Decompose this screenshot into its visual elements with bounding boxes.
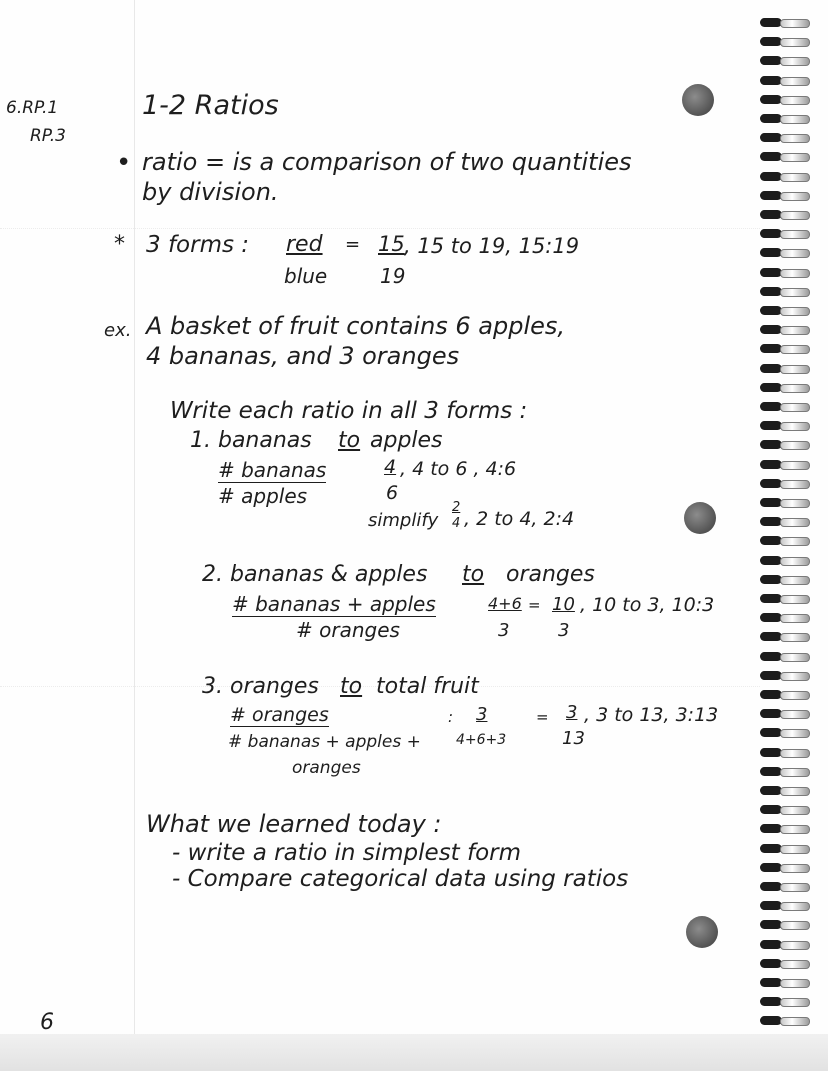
spiral-coil	[758, 170, 814, 184]
forms-fraction-denominator: 19	[380, 264, 406, 288]
problem1-simplify-label: simplify	[368, 510, 439, 531]
coil-ring	[760, 997, 782, 1006]
problem3-sum-denominator: 4+6+3	[456, 732, 507, 748]
coil-ring	[760, 556, 782, 565]
coil-ring	[760, 56, 782, 65]
coil-ring	[760, 824, 782, 833]
spiral-coil	[758, 496, 814, 510]
coil-wire	[780, 365, 810, 374]
spiral-coil	[758, 669, 814, 683]
coil-wire	[780, 749, 810, 758]
problem2-fraction-denominator: 3	[558, 620, 570, 641]
coil-wire	[780, 77, 810, 86]
coil-ring	[760, 1016, 782, 1025]
coil-ring	[760, 248, 782, 257]
forms-fraction-numerator: 15	[378, 232, 405, 256]
coil-wire	[780, 653, 810, 662]
coil-wire	[780, 633, 810, 642]
coil-ring	[760, 364, 782, 373]
coil-ring	[760, 959, 782, 968]
example-prefix: ex.	[104, 320, 132, 341]
spiral-coil	[758, 803, 814, 817]
coil-ring	[760, 517, 782, 526]
coil-wire	[780, 499, 810, 508]
spiral-coil	[758, 93, 814, 107]
coil-ring	[760, 920, 782, 929]
coil-wire	[780, 768, 810, 777]
coil-wire	[780, 441, 810, 450]
problem1-fraction-numerator: 4	[384, 456, 397, 478]
spiral-coil	[758, 534, 814, 548]
coil-wire	[780, 998, 810, 1007]
coil-wire	[780, 518, 810, 527]
coil-wire	[780, 461, 810, 470]
coil-ring	[760, 210, 782, 219]
spiral-coil	[758, 784, 814, 798]
coil-wire	[780, 192, 810, 201]
spiral-coil	[758, 246, 814, 260]
star-marker: *	[114, 232, 125, 257]
page-number: 6	[40, 1010, 54, 1035]
spiral-coil	[758, 842, 814, 856]
spiral-coil	[758, 16, 814, 30]
coil-ring	[760, 882, 782, 891]
coil-wire	[780, 134, 810, 143]
coil-ring	[760, 344, 782, 353]
spiral-coil	[758, 74, 814, 88]
coil-ring	[760, 152, 782, 161]
problem2-sum-denominator: 3	[498, 620, 510, 641]
coil-ring	[760, 268, 782, 277]
coil-wire	[780, 403, 810, 412]
coil-ring	[760, 37, 782, 46]
coil-ring	[760, 652, 782, 661]
spiral-coil	[758, 765, 814, 779]
coil-ring	[760, 191, 782, 200]
coil-ring	[760, 594, 782, 603]
coil-ring	[760, 114, 782, 123]
spiral-coil	[758, 266, 814, 280]
spiral-coil	[758, 227, 814, 241]
spiral-coil	[758, 957, 814, 971]
coil-wire	[780, 480, 810, 489]
problem1-fraction-denominator: 6	[386, 482, 399, 504]
spiral-coil	[758, 611, 814, 625]
problem3-denominator-label-2: oranges	[292, 758, 361, 778]
coil-wire	[780, 173, 810, 182]
forms-denominator: blue	[284, 264, 328, 288]
coil-ring	[760, 690, 782, 699]
coil-wire	[780, 57, 810, 66]
coil-ring	[760, 978, 782, 987]
spiral-coil	[758, 822, 814, 836]
spiral-coil	[758, 285, 814, 299]
spiral-coil	[758, 304, 814, 318]
spiral-coil	[758, 630, 814, 644]
forms-other-forms: , 15 to 19, 15:19	[404, 234, 580, 258]
spiral-coil	[758, 554, 814, 568]
learned-heading: What we learned today :	[146, 810, 442, 838]
problem3-heading-to: to	[340, 674, 363, 699]
coil-ring	[760, 498, 782, 507]
coil-ring	[760, 76, 782, 85]
coil-wire	[780, 115, 810, 124]
problem1-heading-b: apples	[370, 428, 443, 453]
coil-wire	[780, 845, 810, 854]
ruled-line	[0, 228, 760, 230]
example-line-1: A basket of fruit contains 6 apples,	[146, 312, 566, 340]
coil-wire	[780, 1017, 810, 1026]
punch-hole	[684, 502, 716, 534]
coil-wire	[780, 249, 810, 258]
spiral-coil	[758, 150, 814, 164]
coil-ring	[760, 767, 782, 776]
problem3-colon: :	[448, 708, 454, 726]
margin-line	[134, 0, 135, 1040]
spiral-coil	[758, 592, 814, 606]
coil-wire	[780, 883, 810, 892]
coil-ring	[760, 172, 782, 181]
spiral-coil	[758, 54, 814, 68]
coil-ring	[760, 863, 782, 872]
problem1-heading-a: 1. bananas	[190, 428, 312, 453]
coil-wire	[780, 557, 810, 566]
punch-hole	[682, 84, 714, 116]
coil-ring	[760, 575, 782, 584]
coil-wire	[780, 307, 810, 316]
coil-ring	[760, 632, 782, 641]
problem3-other-forms: , 3 to 13, 3:13	[584, 704, 719, 726]
coil-wire	[780, 614, 810, 623]
coil-wire	[780, 729, 810, 738]
coil-wire	[780, 269, 810, 278]
forms-equals: =	[345, 234, 361, 255]
coil-wire	[780, 422, 810, 431]
coil-ring	[760, 709, 782, 718]
problem2-sum-numerator: 4+6	[488, 594, 522, 613]
spiral-coil	[758, 438, 814, 452]
spiral-coil	[758, 400, 814, 414]
coil-ring	[760, 402, 782, 411]
coil-wire	[780, 326, 810, 335]
spiral-coil	[758, 746, 814, 760]
coil-ring	[760, 748, 782, 757]
coil-ring	[760, 671, 782, 680]
problem2-denominator-label: # oranges	[296, 618, 400, 642]
page-bottom-edge	[0, 1034, 828, 1071]
page-title: 1-2 Ratios	[142, 90, 279, 121]
spiral-coil	[758, 35, 814, 49]
problem3-heading-b: total fruit	[376, 674, 479, 699]
coil-ring	[760, 18, 782, 27]
definition-line-2: by division.	[142, 178, 279, 206]
problem3-sum-numerator: 3	[476, 704, 488, 725]
coil-wire	[780, 211, 810, 220]
coil-ring	[760, 306, 782, 315]
spiral-binding	[758, 16, 818, 1036]
learned-item-2: - Compare categorical data using ratios	[172, 866, 629, 892]
coil-ring	[760, 786, 782, 795]
spiral-coil	[758, 131, 814, 145]
spiral-coil	[758, 899, 814, 913]
problem2-numerator-label: # bananas + apples	[232, 592, 436, 616]
instruction: Write each ratio in all 3 forms :	[170, 398, 528, 424]
spiral-coil	[758, 208, 814, 222]
problem3-numerator-label: # oranges	[230, 704, 329, 726]
spiral-coil	[758, 573, 814, 587]
problem2-fraction-numerator: 10	[552, 594, 575, 615]
problem1-simplified-numerator: 2	[452, 500, 461, 515]
spiral-coil	[758, 976, 814, 990]
spiral-coil	[758, 1014, 814, 1028]
coil-ring	[760, 133, 782, 142]
coil-ring	[760, 95, 782, 104]
problem1-simplified-forms: , 2 to 4, 2:4	[464, 508, 575, 530]
spiral-coil	[758, 726, 814, 740]
spiral-coil	[758, 688, 814, 702]
spiral-coil	[758, 381, 814, 395]
standard-note-2: RP.3	[30, 126, 66, 146]
coil-wire	[780, 38, 810, 47]
coil-ring	[760, 325, 782, 334]
coil-wire	[780, 941, 810, 950]
coil-ring	[760, 229, 782, 238]
coil-wire	[780, 288, 810, 297]
coil-ring	[760, 383, 782, 392]
coil-ring	[760, 940, 782, 949]
spiral-coil	[758, 515, 814, 529]
problem1-denominator-label: # apples	[218, 484, 308, 508]
coil-wire	[780, 921, 810, 930]
spiral-coil	[758, 189, 814, 203]
bullet: •	[116, 148, 132, 178]
forms-numerator: red	[286, 232, 323, 257]
spiral-coil	[758, 323, 814, 337]
spiral-coil	[758, 938, 814, 952]
problem3-denominator-label: # bananas + apples +	[228, 732, 421, 752]
coil-ring	[760, 901, 782, 910]
problem2-heading-to: to	[462, 562, 485, 587]
coil-ring	[760, 440, 782, 449]
coil-wire	[780, 384, 810, 393]
coil-ring	[760, 287, 782, 296]
coil-wire	[780, 230, 810, 239]
problem1-numerator-label: # bananas	[218, 458, 327, 482]
problem3-equals: =	[536, 708, 549, 726]
problem1-heading-to: to	[338, 428, 361, 453]
spiral-coil	[758, 342, 814, 356]
spiral-coil	[758, 477, 814, 491]
spiral-coil	[758, 918, 814, 932]
coil-wire	[780, 153, 810, 162]
example-line-2: 4 bananas, and 3 oranges	[146, 342, 460, 370]
coil-wire	[780, 960, 810, 969]
coil-wire	[780, 806, 810, 815]
definition-line-1: ratio = is a comparison of two quantities	[142, 148, 632, 176]
spiral-coil	[758, 861, 814, 875]
forms-label: 3 forms :	[146, 232, 250, 258]
problem3-fraction-denominator: 13	[562, 728, 585, 749]
problem1-other-forms: , 4 to 6 , 4:6	[400, 458, 517, 480]
spiral-coil	[758, 419, 814, 433]
coil-wire	[780, 19, 810, 28]
standard-note-1: 6.RP.1	[6, 98, 59, 118]
learned-item-1: - write a ratio in simplest form	[172, 840, 522, 866]
coil-wire	[780, 979, 810, 988]
coil-wire	[780, 710, 810, 719]
coil-ring	[760, 479, 782, 488]
coil-wire	[780, 787, 810, 796]
spiral-coil	[758, 880, 814, 894]
coil-wire	[780, 537, 810, 546]
coil-wire	[780, 672, 810, 681]
spiral-coil	[758, 112, 814, 126]
spiral-coil	[758, 650, 814, 664]
coil-wire	[780, 902, 810, 911]
problem2-other-forms: , 10 to 3, 10:3	[580, 594, 715, 616]
coil-wire	[780, 864, 810, 873]
spiral-coil	[758, 995, 814, 1009]
problem2-heading-a: 2. bananas & apples	[202, 562, 428, 587]
coil-ring	[760, 613, 782, 622]
spiral-coil	[758, 458, 814, 472]
coil-wire	[780, 825, 810, 834]
coil-ring	[760, 844, 782, 853]
coil-wire	[780, 96, 810, 105]
coil-ring	[760, 421, 782, 430]
problem1-simplified-denominator: 4	[452, 516, 461, 531]
problem2-heading-b: oranges	[506, 562, 595, 587]
coil-wire	[780, 576, 810, 585]
punch-hole	[686, 916, 718, 948]
coil-wire	[780, 691, 810, 700]
problem2-equals: =	[528, 596, 541, 614]
coil-ring	[760, 728, 782, 737]
spiral-coil	[758, 707, 814, 721]
coil-wire	[780, 595, 810, 604]
coil-ring	[760, 805, 782, 814]
coil-ring	[760, 460, 782, 469]
problem3-fraction-numerator: 3	[566, 702, 578, 723]
coil-ring	[760, 536, 782, 545]
spiral-coil	[758, 362, 814, 376]
coil-wire	[780, 345, 810, 354]
problem3-heading-a: 3. oranges	[202, 674, 319, 699]
